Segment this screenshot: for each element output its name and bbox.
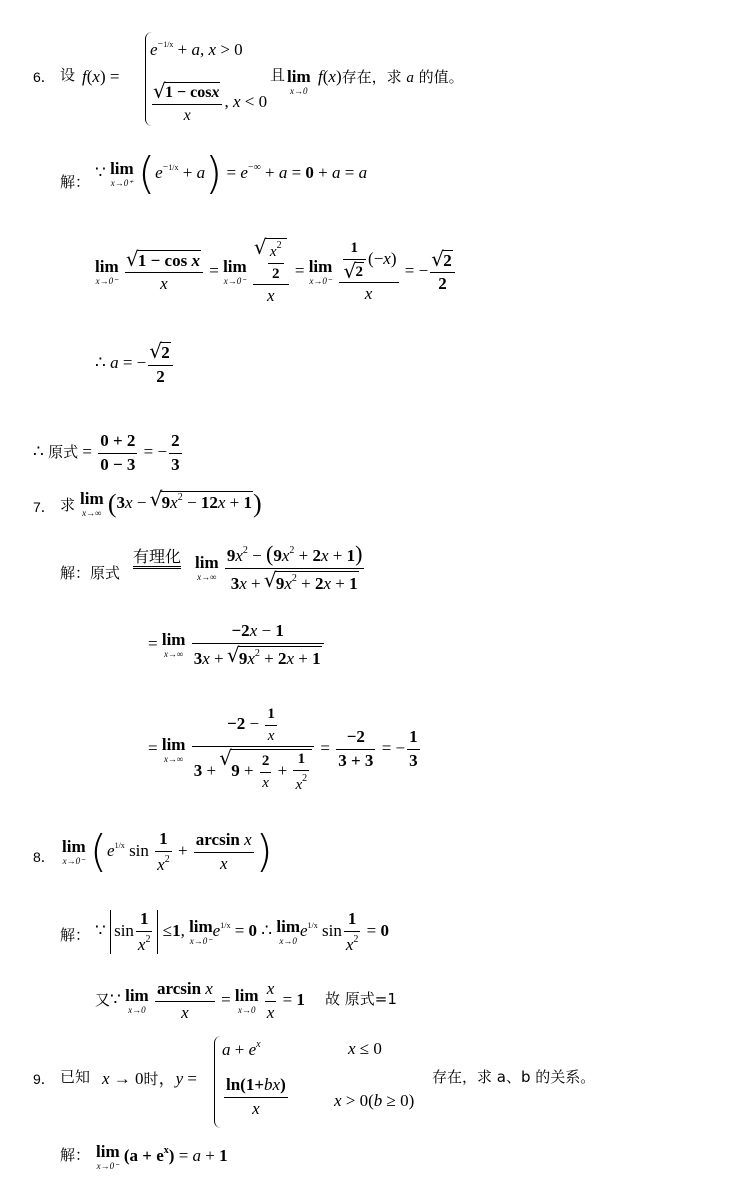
solution-line-3: ∴ a = − √ $\frac{2}{2}$ — [95, 342, 175, 386]
solution-label: 解： — [60, 173, 91, 191]
problem-text: 已知 — [60, 1068, 91, 1086]
case-1: $e^{-1/x} + a$, x > 0 — [150, 39, 243, 59]
problem-number: 9． — [33, 1071, 55, 1087]
conclusion: 故 原式=1 — [325, 990, 397, 1008]
limit-operator: lim x→0 — [287, 67, 311, 96]
solution-label: 解： — [60, 1146, 91, 1164]
problem-text: 求 — [60, 496, 76, 514]
function-name: f(x) = — [82, 67, 120, 86]
solution-label: 解：原式 — [60, 564, 121, 582]
solution-line-2: lim x→0⁻ √ $\frac{\text{1 − cos x}}{x}$ = lim x→0⁻ √ $\frac{\frac{x^2}{2}}{x}$ = lim x→0⁻ 1 √ 2 (−x) x = − √ $\frac{2}{2}$ — [95, 238, 457, 306]
solution-label: 解： — [60, 926, 91, 944]
problem-tail: f(x)存在，求 a 的值。 — [318, 67, 464, 86]
solution-line-1: ∵ lim x→0⁺ $(e^{-1/x} + a) = e^{-\infty} + a = 0 + a = a$ — [95, 148, 368, 199]
solution-line-3: = lim x→∞ −2 − $\frac{1}{x}$ 3 + √ 9 + $\frac{2}{x}$ + $\frac{1}{x^2}$ = $\frac{-2}{3 + 3}$ = − $\frac{1}{3}$ — [148, 706, 422, 793]
problem-tail: 存在，求 a、b 的关系。 — [432, 1068, 596, 1086]
solution-line-1: lim x→0⁻ $(a + e^x) = a + 1$ — [96, 1142, 228, 1171]
problem-number: 6． — [33, 69, 55, 85]
problem-number: 8． — [33, 849, 55, 865]
solution-line-2: = lim x→∞ $\frac{-2x - 1}{3x + √ 9x^2 + 2x + 1}$ — [148, 622, 326, 668]
solution-line-1: lim x→∞ $\frac{9x^2 - (9x^2 + 2x + 1)}{3x + √ 9x^2 + 2x + 1}$ — [195, 542, 366, 594]
solution-line-1: ∵ sin $\frac{1}{x^2}$ ≤1, lim x→0⁻ $e^{1/x} = 0$ ∴ lim x→0 $e^{1/x}$ sin $\frac{1}{x^2}$ = 0 — [95, 909, 389, 954]
case-2: √ $\frac{1 - \cos x}{x}$ , x < 0 — [150, 82, 267, 124]
problem-expression: lim x→0⁻ ($e^{1/x}$ sin $\frac{1}{x^2}$ + $\frac{\text{arcsin x}}{x}$ ) — [62, 826, 273, 878]
case-1: $a + e^x$ — [222, 1039, 261, 1059]
problem-text: 设 — [60, 66, 76, 84]
case-1-range: x ≤ 0 — [348, 1039, 382, 1058]
piecewise-brace — [214, 1036, 221, 1128]
rationalize-tag: 有理化 — [133, 549, 181, 569]
cond-text: 且 — [270, 66, 286, 84]
solution-line-2: 又∵ lim x→0 $\frac{\text{arcsin x}}{x}$ = lim x→0 $\frac{x}{x}$ = 1 — [95, 979, 305, 1022]
case-2: $\frac{\ln(1+bx)}{x}$ — [226, 1075, 286, 1118]
problem-expression: lim x→∞ (3x − √ $9x^2 - 12x + 1$) — [80, 490, 262, 518]
case-2-range: x > 0(b ≥ 0) — [334, 1091, 415, 1110]
solution-line-4: ∴ 原式 = $\frac{0 + 2}{0 - 3}$ = − $\frac{2}{3}$ — [33, 431, 180, 474]
problem-number: 7． — [33, 499, 55, 515]
problem-condition: x → 0时，y = — [102, 1069, 197, 1088]
